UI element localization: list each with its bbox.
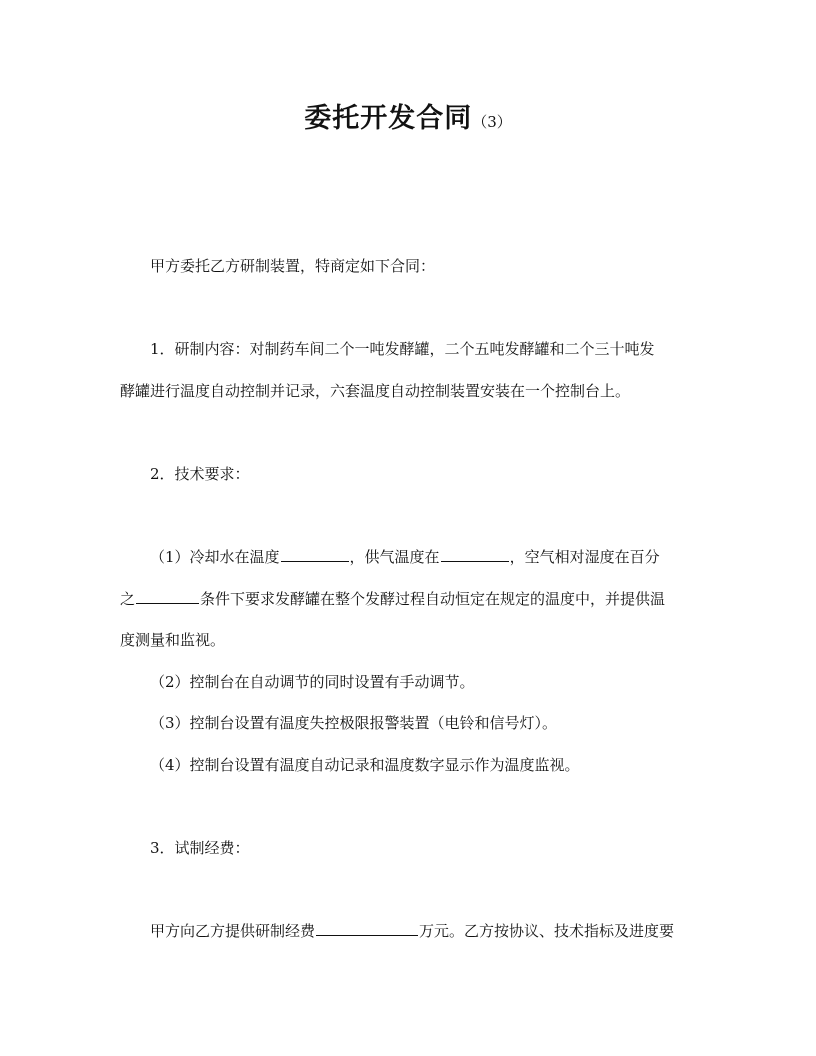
document-title: [0, 96, 816, 135]
section2-heading: 2．技术要求：: [150, 465, 250, 483]
requirement-1-line1: [150, 546, 660, 567]
funding-text-b: 万元。乙方按协议、技术指标及进度要: [419, 922, 675, 940]
requirement-1-line2: [120, 588, 665, 609]
title-number: （3）: [472, 113, 512, 131]
requirement-1-line3: 度测量和监视。: [120, 631, 226, 649]
relative-humidity-blank[interactable]: [136, 588, 199, 604]
requirement-1-text-d: 之: [120, 590, 136, 608]
requirement-1-text-c: ，空气相对湿度在百分: [509, 548, 660, 566]
section3-heading: 3．试制经费：: [150, 839, 250, 857]
air-supply-temperature-blank[interactable]: [441, 546, 509, 562]
requirement-1-text-e: 条件下要求发酵罐在整个发酵过程自动恒定在规定的温度中，并提供温: [200, 590, 666, 608]
intro-paragraph: 甲方委托乙方研制装置，特商定如下合同：: [150, 257, 436, 275]
requirement-1-text-a: （1）冷却水在温度: [150, 548, 280, 566]
section1-line1: 1．研制内容：对制药车间二个一吨发酵罐，二个五吨发酵罐和二个三十吨发: [150, 340, 655, 358]
requirement-2: （2）控制台在自动调节的同时设置有手动调节。: [150, 673, 475, 691]
requirement-3: （3）控制台设置有温度失控极限报警装置（电铃和信号灯）。: [150, 714, 558, 732]
section1-line2: 酵罐进行温度自动控制并记录，六套温度自动控制装置安装在一个控制台上。: [120, 382, 631, 400]
funding-text-a: 甲方向乙方提供研制经费: [150, 922, 316, 940]
title-main: 委托开发合同: [304, 103, 473, 134]
cooling-water-temperature-blank[interactable]: [281, 546, 349, 562]
funding-amount-blank[interactable]: [316, 920, 418, 936]
requirement-4: （4）控制台设置有温度自动记录和温度数字显示作为温度监视。: [150, 756, 580, 774]
section3-line1: [150, 920, 674, 941]
requirement-1-text-b: ，供气温度在: [349, 548, 440, 566]
